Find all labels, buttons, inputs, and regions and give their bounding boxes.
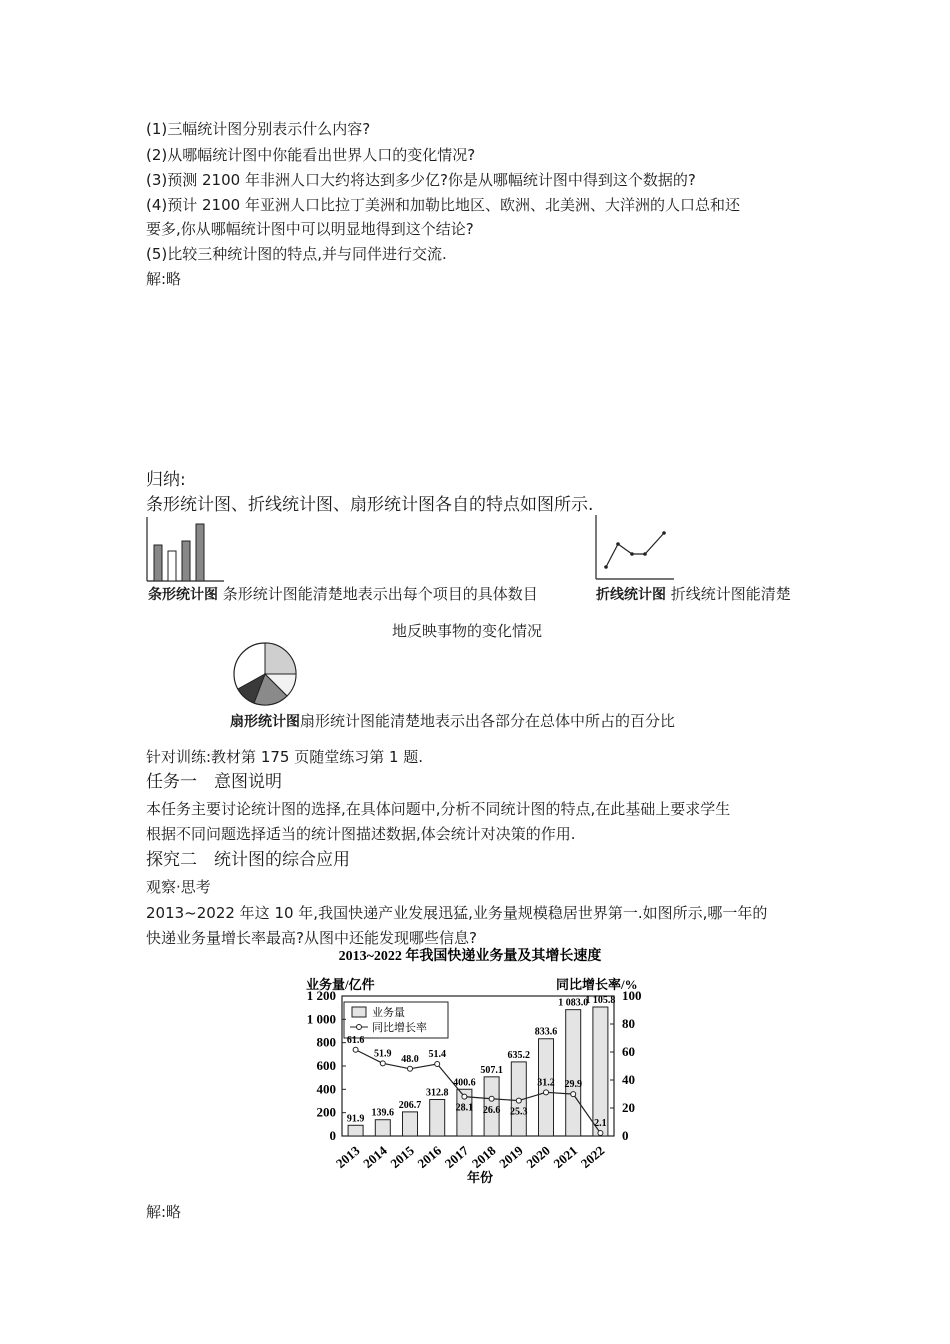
explore-text-1: 2013~2022 年这 10 年,我国快递产业发展迅猛,业务量规模稳居世界第一.如图所示,哪一年的 [146,904,768,922]
legend-bar-label: 业务量 [372,1007,405,1019]
y2-axis-label: 同比增长率/% [556,977,638,992]
bar-chart-caption [148,584,538,605]
y-tick-label: 200 [316,1104,336,1120]
line-chart-icon [588,513,678,585]
x-tick-label: 2019 [496,1142,526,1172]
rate-value-label: 28.1 [455,1102,474,1114]
rate-point-2017 [462,1094,467,1099]
question-4: (4)预计 2100 年亚洲人口比拉丁美洲和加勒比地区、欧洲、北美洲、大洋洲的人口总和还 [146,196,740,214]
chart-title: 2013~2022 年我国快递业务量及其增长速度 [338,949,602,964]
rate-value-label: 31.2 [537,1077,555,1089]
rate-point-2021 [571,1092,576,1097]
summary-intro: 条形统计图、折线统计图、扇形统计图各自的特点如图所示. [146,495,594,515]
rate-point-2019 [516,1098,521,1103]
bar-value-label: 1 083.0 [558,997,589,1009]
pie-chart-icon [232,641,300,707]
y2-tick-label: 100 [622,988,642,1003]
bar-value-label: 635.2 [507,1049,531,1061]
legend-line-marker [357,1025,362,1030]
question-2: (2)从哪幅统计图中你能看出世界人口的变化情况? [146,146,476,164]
bar-value-label: 312.8 [425,1087,449,1099]
rate-value-label: 25.3 [510,1106,528,1118]
question-1: (1)三幅统计图分别表示什么内容? [146,120,371,138]
legend-bar-swatch [352,1007,366,1017]
pie-chart-caption [230,711,675,732]
x-tick-label: 2013 [332,1142,363,1172]
line-chart-desc-cont: 地反映事物的变化情况 [392,622,543,640]
y-tick-label: 800 [316,1034,336,1050]
bar-value-label: 206.7 [398,1099,422,1111]
line-chart-desc: 折线统计图能清楚 [670,585,791,603]
pie-chart-label: 扇形统计图 [230,714,300,730]
y2-tick-label: 60 [622,1044,635,1059]
explore-text-2: 快递业务量增长率最高?从图中还能发现哪些信息? [146,929,477,947]
bar-value-label: 833.6 [534,1026,558,1038]
line-chart-label: 折线统计图 [596,587,666,603]
rate-value-label: 51.4 [428,1049,446,1061]
explore-title: 探究二 统计图的综合应用 [146,850,350,870]
rate-value-label: 2.1 [594,1118,607,1130]
x-tick-label: 2017 [441,1142,472,1172]
y-tick-label: 400 [316,1081,336,1097]
pie-chart-desc: 扇形统计图能清楚地表示出各部分在总体中所占的百分比 [300,712,676,730]
bar-value-label: 1 105.8 [585,994,616,1006]
y2-tick-label: 20 [622,1100,635,1115]
practice-line: 针对训练:教材第 175 页随堂练习第 1 题. [146,748,424,766]
bar-2013 [348,1125,363,1136]
x-tick-label: 2021 [550,1142,581,1172]
bar-chart-label: 条形统计图 [148,587,218,603]
y-tick-label: 1 000 [306,1011,336,1027]
bar-2022 [593,1007,608,1136]
rate-point-2015 [408,1066,413,1071]
rate-point-2016 [435,1062,440,1067]
y-tick-label: 1 200 [306,988,336,1003]
y-tick-label: 0 [329,1128,336,1143]
rate-value-label: 29.9 [564,1079,582,1091]
y2-tick-label: 80 [622,1016,635,1031]
x-tick-label: 2018 [468,1142,499,1172]
rate-value-label: 26.6 [482,1104,501,1116]
rate-point-2022 [598,1131,603,1136]
rate-point-2013 [353,1047,358,1052]
bar-chart-icon [144,517,226,585]
task-title: 任务一 意图说明 [146,772,282,792]
bar-value-label: 91.9 [346,1113,365,1125]
rate-point-2018 [489,1096,494,1101]
y2-tick-label: 0 [622,1128,629,1143]
answer-2: 解:略 [146,1203,182,1221]
bar-value-label: 139.6 [371,1107,395,1119]
rate-value-label: 61.6 [346,1034,365,1046]
bar-2016 [430,1100,445,1136]
answer-1: 解:略 [146,270,182,288]
task-text-1: 本任务主要讨论统计图的选择,在具体问题中,分析不同统计图的特点,在此基础上要求学生 [146,800,731,818]
summary-title: 归纳: [146,470,186,490]
bar-2021 [566,1010,581,1136]
bar-2014 [375,1120,390,1136]
growth-rate-line [356,1050,601,1133]
rate-value-label: 48.0 [401,1053,419,1065]
x-axis-label: 年份 [466,1170,494,1185]
x-tick-label: 2020 [523,1142,553,1172]
x-tick-label: 2016 [414,1142,445,1172]
bar-chart-desc: 条形统计图能清楚地表示出每个项目的具体数目 [222,585,538,603]
bar-value-label: 507.1 [480,1064,503,1076]
y-axis-label: 业务量/亿件 [306,977,375,992]
rate-point-2020 [544,1090,549,1095]
x-tick-label: 2022 [577,1142,608,1172]
question-4-cont: 要多,你从哪幅统计图中可以明显地得到这个结论? [146,220,474,238]
x-tick-label: 2015 [387,1142,417,1172]
express-delivery-chart [0,944,950,1204]
legend-line-label: 同比增长率 [372,1022,427,1034]
bar-value-label: 400.6 [453,1077,476,1089]
rate-point-2014 [380,1061,385,1066]
question-5: (5)比较三种统计图的特点,并与同伴进行交流. [146,245,447,263]
line-chart-caption [596,584,791,605]
task-text-2: 根据不同问题选择适当的统计图描述数据,体会统计对决策的作用. [146,825,576,843]
rate-value-label: 51.9 [374,1048,392,1060]
question-3: (3)预测 2100 年非洲人口大约将达到多少亿?你是从哪幅统计图中得到这个数据的? [146,171,696,189]
y2-tick-label: 40 [622,1072,635,1087]
x-tick-label: 2014 [360,1142,390,1172]
explore-sub: 观察·思考 [146,878,211,896]
y-tick-label: 600 [316,1058,336,1073]
bar-2015 [403,1112,418,1136]
